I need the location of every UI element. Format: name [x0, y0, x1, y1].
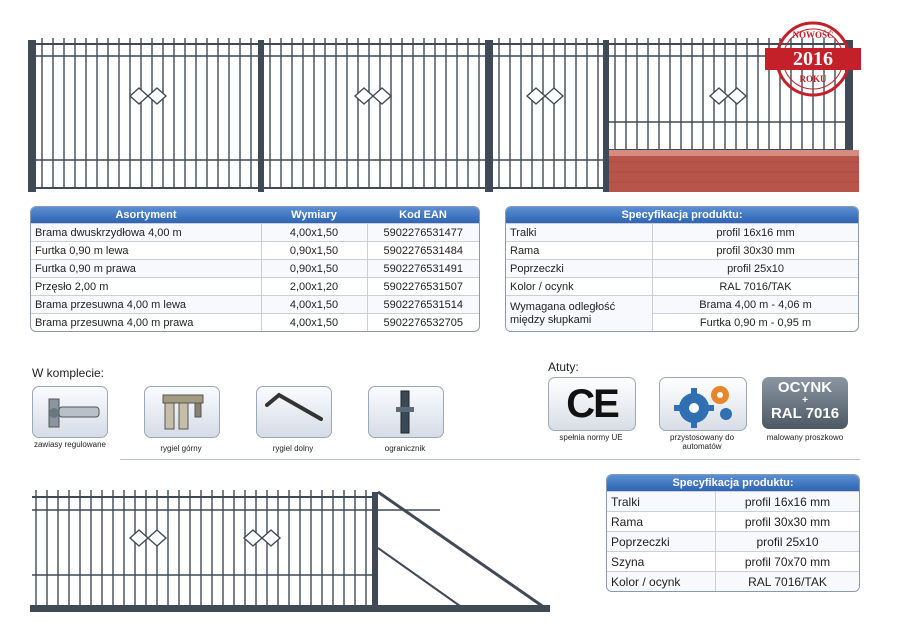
ocynk-plus: + [802, 395, 808, 406]
kit-label-lower-bolt: rygiel dolny [272, 444, 314, 453]
kit-label-hinge: zawiasy regulowane [33, 440, 107, 449]
table-row: Wymagana odległość między słupkami Brama 4,00 m - 4,06 m [506, 296, 858, 314]
spec-header: Specyfikacja produktu: [506, 207, 858, 224]
atuty-title: Atuty: [548, 360, 579, 374]
upper-bolt-icon [145, 387, 219, 437]
ocynk-label: malowany proszkowo [766, 433, 844, 442]
distance-label-line2: między słupkami [510, 313, 592, 326]
table-row: Furtka 0,90 m - 0,95 m [506, 314, 858, 332]
ocynk-line2: RAL 7016 [770, 405, 840, 422]
col-asortyment: Asortyment [31, 207, 261, 224]
assortment-table [30, 206, 480, 332]
ce-label: spełnia normy UE [559, 433, 623, 442]
kit-item-stopper [368, 386, 444, 438]
kit-item-hinge [32, 386, 108, 438]
table-row: Furtka 0,90 m lewa 0,90x1,50 5902276531484 [31, 242, 479, 260]
new-2016-stamp [763, 18, 863, 100]
gears-icon [660, 378, 746, 430]
table-row: Brama dwuskrzydłowa 4,00 m 4,00x1,50 5902276531477 [31, 224, 479, 242]
spec-table-bottom [606, 474, 860, 592]
hinge-icon [33, 387, 107, 437]
kit-title: W komplecie: [32, 366, 105, 380]
table-row: Rama profil 30x30 mm [607, 512, 859, 532]
table-row: Brama przesuwna 4,00 m lewa 4,00x1,50 5902276531514 [31, 296, 479, 314]
table-row: Poprzeczki profil 25x10 [506, 260, 858, 278]
automation-label: przystosowany do automatów [669, 433, 735, 451]
table-row: Tralki profil 16x16 mm [506, 224, 858, 242]
table-row: Kolor / ocynk RAL 7016/TAK [506, 278, 858, 296]
table-row: Szyna profil 70x70 mm [607, 552, 859, 572]
table-row: Rama profil 30x30 mm [506, 242, 858, 260]
ocynk-badge [762, 377, 848, 429]
table-row: Przęsło 2,00 m 2,00x1,20 5902276531507 [31, 278, 479, 296]
spec-header: Specyfikacja produktu: [607, 475, 859, 492]
table-row: Brama przesuwna 4,00 m prawa 4,00x1,50 5902276532705 [31, 314, 479, 332]
spec-table-top [505, 206, 859, 332]
ce-icon: CE [566, 382, 618, 426]
distance-label-line1: Wymagana odległość [510, 300, 616, 313]
kit-item-upper-bolt [144, 386, 220, 438]
kit-label-stopper: ogranicznik [384, 444, 426, 453]
kit-item-lower-bolt [256, 386, 332, 438]
stamp-bottom-text: ROKU [799, 74, 827, 84]
stopper-icon [369, 387, 443, 437]
section-divider [120, 459, 860, 460]
col-kod-ean: Kod EAN [367, 207, 479, 224]
automation-badge [659, 377, 747, 431]
table-row: Kolor / ocynk RAL 7016/TAK [607, 572, 859, 592]
stamp-top-text: NOWOŚĆ [792, 30, 834, 40]
ce-badge [548, 377, 636, 431]
table-row: Furtka 0,90 m prawa 0,90x1,50 5902276531491 [31, 260, 479, 278]
ocynk-line1: OCYNK [777, 379, 833, 396]
stamp-year: 2016 [793, 48, 833, 70]
lower-bolt-icon [257, 387, 331, 437]
col-wymiary: Wymiary [261, 207, 367, 224]
kit-label-upper-bolt: rygiel górny [160, 444, 202, 453]
table-row: Tralki profil 16x16 mm [607, 492, 859, 512]
table-row: Poprzeczki profil 25x10 [607, 532, 859, 552]
